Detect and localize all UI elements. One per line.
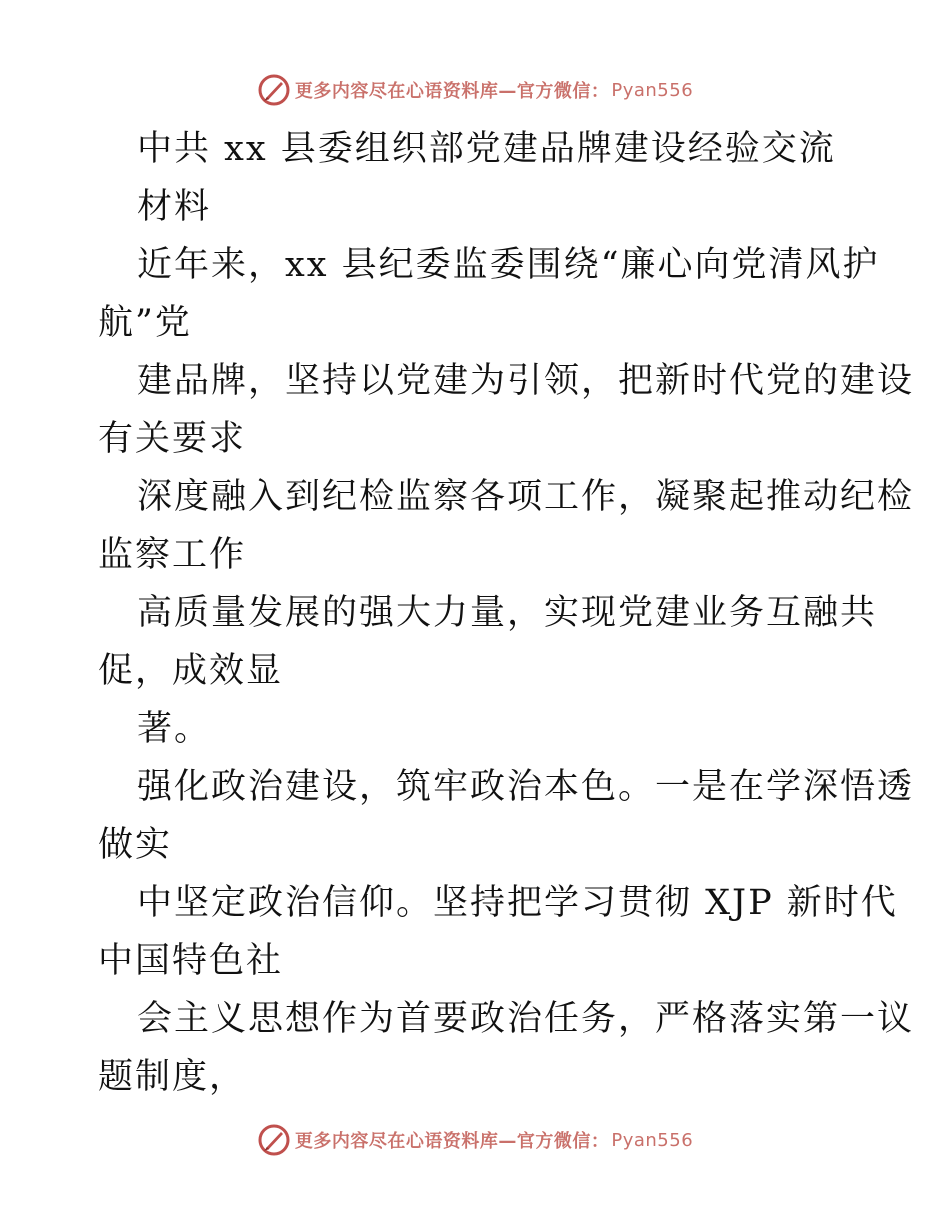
text-line: 中坚定政治信仰。坚持把学习贯彻 XJP 新时代: [137, 883, 898, 923]
text-line: 中共 xx 县委组织部党建品牌建设经验交流: [137, 129, 836, 169]
text-line: 著。: [137, 709, 212, 749]
text-line: 中国特色社: [98, 941, 284, 981]
text-line: 材料: [137, 187, 212, 227]
watermark-wechat-id: Pyan556: [611, 79, 694, 101]
text-line: 高质量发展的强大力量，实现党建业务互融共: [137, 593, 878, 633]
quill-logo-icon: [257, 1123, 291, 1157]
text-line: 深度融入到纪检监察各项工作，凝聚起推动纪检: [137, 477, 915, 517]
watermark-text: 更多内容尽在心语资料库—官方微信：: [294, 81, 610, 102]
text-line: 有关要求: [98, 419, 247, 459]
watermark-text: 更多内容尽在心语资料库—官方微信：: [294, 1131, 610, 1152]
header-watermark: [0, 70, 950, 110]
text-line: 航”党: [98, 303, 192, 343]
text-line: 近年来，xx 县纪委监委围绕“廉心向党清风护: [137, 245, 880, 285]
text-line: 监察工作: [98, 535, 247, 575]
text-line: 会主义思想作为首要政治任务，严格落实第一议: [137, 999, 915, 1039]
quill-logo-icon: [257, 73, 291, 107]
footer-watermark: [0, 1120, 950, 1160]
text-line: 题制度，: [98, 1057, 247, 1097]
watermark-wechat-id: Pyan556: [611, 1129, 694, 1151]
text-line: 强化政治建设，筑牢政治本色。一是在学深悟透: [137, 767, 915, 807]
text-line: 做实: [98, 825, 173, 865]
text-line: 促，成效显: [98, 651, 284, 691]
text-line: 建品牌，坚持以党建为引领，把新时代党的建设: [137, 361, 915, 401]
